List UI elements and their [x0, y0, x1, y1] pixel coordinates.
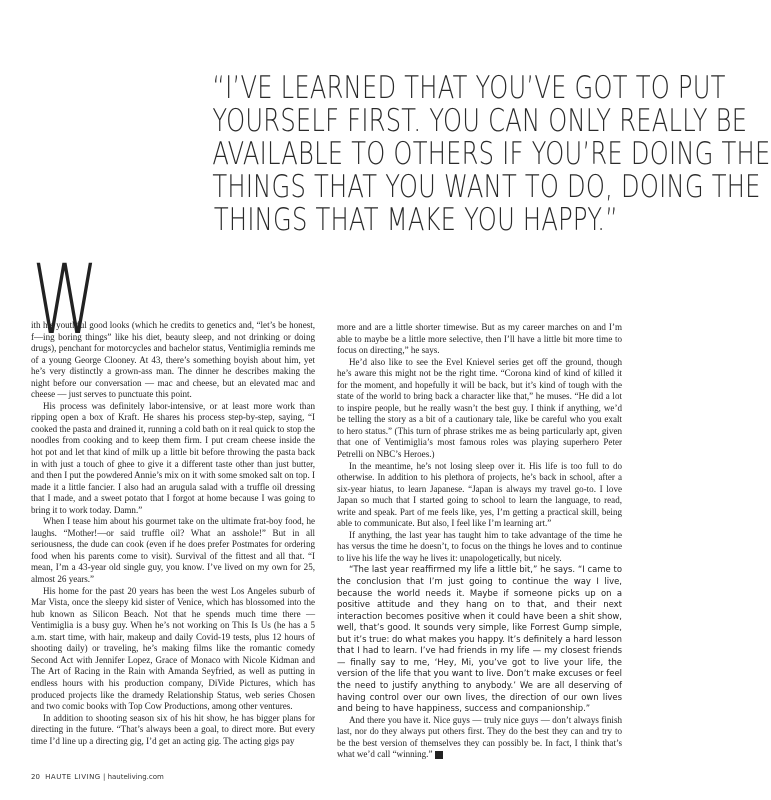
end-mark-icon: H [435, 751, 443, 759]
pull-quote [212, 70, 771, 238]
pull-quote-line: AVAILABLE TO OTHERS IF YOU’RE DOING THE [212, 136, 771, 172]
article-column-right [337, 322, 622, 761]
article-paragraph: He’d also like to see the Evel Knievel series get off the ground, though he’s aware this might not be the right time. “Corona kind of kind of killed it for the moment, and hopefully it will be back, but it’s kind of tough with the state of the world to bring back a character like that,” he muses. “He did a lot to inspire people, but he really wasn’t the best guy. I think if anything, we’d be telling the story as a bit of a cautionary tale, like be careful who you exalt to hero status.” (This turn of phrase strikes me as being particularly apt, given that one of Ventimiglia’s most famous roles was playing superhero Peter Petrelli on NBC’s Heroes.) [337, 356, 622, 460]
page-number: 20 [31, 773, 40, 781]
footer-separator: | [102, 773, 106, 781]
pull-quote-line: THINGS THAT YOU WANT TO DO, DOING THE [212, 169, 761, 205]
page-footer [31, 773, 164, 781]
article-paragraph-final [337, 715, 622, 761]
drop-cap: W [32, 244, 99, 356]
article-column-left [31, 320, 315, 747]
pull-quote-line: “I’VE LEARNED THAT YOU’VE GOT TO PUT [212, 70, 726, 106]
magazine-name: HAUTE LIVING [45, 773, 101, 781]
article-paragraph: In addition to shooting season six of his hit show, he has bigger plans for directing in the future. “That’s always been a goal, to direct more. But every time I’d line up a directing gig, I’d get an acting gig. The acting gigs pay [31, 712, 315, 746]
article-paragraph: His home for the past 20 years has been the west Los Angeles suburb of Mar Vista, once the sleepy kid sister of Venice, which has blossomed into the hub known as Silicon Beach. Not that he spends much time there — Ventimiglia is a busy guy. When he’s not working on This Is Us (he has a 5 a.m. start time, with hair, makeup and daily Covid-19 tests, plus 12 hours of shooting daily) or traveling, he’s making films like the romantic comedy Second Act with Jennifer Lopez, Grace of Monaco with Nicole Kidman and The Art of Racing in the Rain with Amanda Seyfried, as well as putting in endless hours with his production company, DiVide Pictures, which has produced projects like the dramedy Relationship Status, web series Chosen and two comic books with Top Cow Productions, among other ventures. [31, 585, 315, 712]
article-paragraph: more and are a little shorter timewise. But as my career marches on and I’m able to maybe be a little more selective, then I’ll have a little bit more time to focus on directing,” he says. [337, 322, 622, 356]
article-paragraph: If anything, the last year has taught him to take advantage of the time he has versus the time he doesn’t, to focus on the things he loves and to continue to live his life the way he lives it: unapologetically, but nicely. [337, 529, 622, 563]
article-paragraph: His process was definitely labor-intensive, or at least more work than ripping open a box of Kraft. He shares his process step-by-step, saying, “I cooked the pasta and drained it, running a cold bath on it real quick to stop the noodles from cooking and to keep them firm. I put cream cheese inside the hot pot and let that kind of milk up a little bit before throwing the pasta back in with just a touch of ghee to give it a different taste other than just butter, and then I put the powdered Annie’s mix on it with some smoked salt on top. I made it a little fancier. I also had an arugula salad with a truffle oil dressing that I made, and a sweet potato that I forgot at home because I was going to bring it to work today. Damn.” [31, 400, 315, 515]
article-paragraph: “The last year reaffirmed my life a little bit,” he says. “I came to the conclusion that I’m just going to continue the way I live, because the world needs it. Maybe if someone picks up on a positive attitude and they hang on to that, and their next interaction becomes positive when it could have been a shit show, well, that’s good. It sounds very simple, like Forrest Gump simple, but it’s true: do what makes you happy. It’s definitely a hard lesson that I had to learn. I’ve had friends in my life — my closest friends — finally say to me, ‘Hey, Mi, you’ve got to live your life, the version of the life that you want to live. Don’t make excuses or feel the need to justify anything to anybody.’ We are all deserving of having control over our own lives, the direction of our own lives and being to have happiness, success and companionship.” [337, 564, 622, 714]
article-paragraph: In the meantime, he’s not losing sleep over it. His life is too full to do otherwise. In addition to his plethora of projects, he’s back in school, after a six-year hiatus, to learn Japanese. “Japan is always my travel go-to. I love Japan so much that I started going to school to learn the language, to read, write and speak. Part of me feels like, yes, I’m getting a practical skill, being able to communicate. But also, I feel like I’m learning art.” [337, 460, 622, 529]
article-paragraph: ith his youthful good looks (which he credits to genetics and, “let’s be honest, f—ing boring things” like his diet, beauty sleep, and not drinking or doing drugs), penchant for motorcycles and bachelor status, Ventimiglia reminds me of a young George Clooney. At 43, there’s something boyish about him, yet he’s very distinctly a grown-ass man. The dinner he describes making the night before our conversation — mac and cheese, but an elevated mac and cheese — just serves to punctuate this point. [31, 320, 315, 400]
pull-quote-line: THINGS THAT MAKE YOU HAPPY.” [213, 202, 618, 238]
article-paragraph-text: And there you have it. Nice guys — truly nice guys — don’t always finish last, nor do they always put others first. They do the best they can and try to be the best version of themselves they can possibly be. In fact, I think that’s what we’d call “winning.” [337, 714, 622, 760]
website-url: hauteliving.com [107, 773, 164, 781]
article-paragraph: When I tease him about his gourmet take on the ultimate frat-boy food, he laughs. “Mother!—or said truffle oil? What an asshole!” But in all seriousness, the dude can cook (even if he does prefer Postmates for ordering food when his parents come to visit). Survival of the fittest and all that. “I mean, I’m a 43-year old single guy, you know. I’ve lived on my own for 25, almost 26 years.” [31, 516, 315, 585]
pull-quote-line: YOURSELF FIRST. YOU CAN ONLY REALLY BE [212, 103, 748, 139]
